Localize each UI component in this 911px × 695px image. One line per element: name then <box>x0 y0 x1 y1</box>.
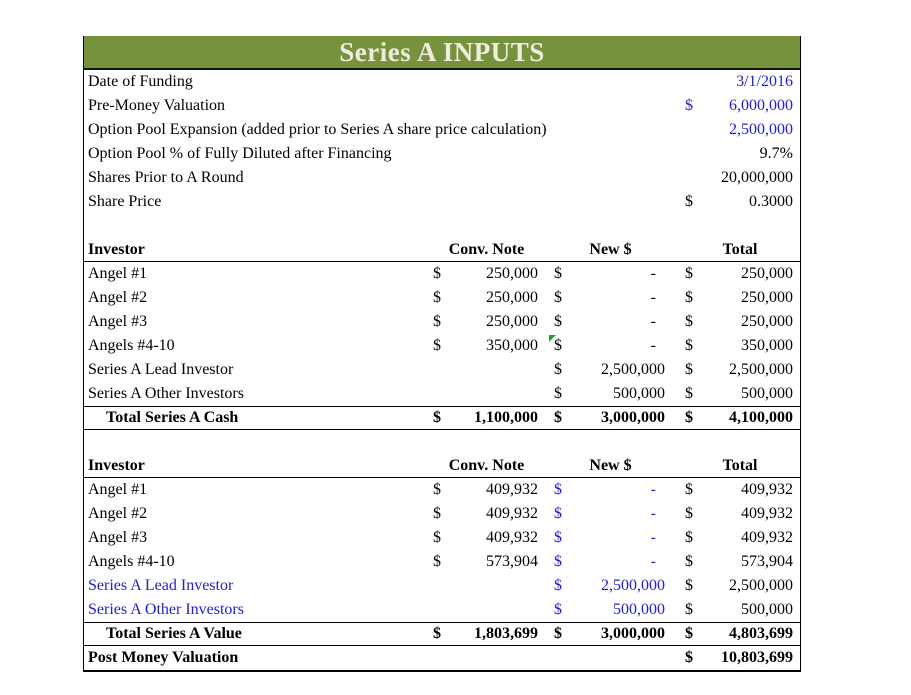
table-row[interactable] <box>84 502 800 526</box>
value-cell[interactable] <box>680 190 800 214</box>
currency-symbol: $ <box>685 649 693 666</box>
currency-symbol: $ <box>554 481 562 498</box>
total-total-cell[interactable] <box>680 623 800 645</box>
new-money-cell[interactable] <box>549 502 672 526</box>
cell-value: 3/1/2016 <box>736 73 793 90</box>
currency-symbol: $ <box>554 577 562 594</box>
currency-symbol: $ <box>554 265 562 282</box>
cell-value: 409,932 <box>741 505 793 522</box>
total-row-label: Total Series A Value <box>106 625 242 642</box>
investor-cell[interactable]: Series A Other Investors <box>88 601 244 618</box>
table-row[interactable] <box>84 598 800 622</box>
summary-row[interactable] <box>84 118 800 142</box>
total-cell[interactable] <box>680 526 800 550</box>
currency-symbol: $ <box>685 385 693 402</box>
currency-symbol: $ <box>685 289 693 306</box>
blank-row[interactable] <box>84 430 800 454</box>
new-money-cell[interactable] <box>549 358 672 382</box>
value-cell[interactable] <box>680 70 800 94</box>
table-row[interactable] <box>84 574 800 598</box>
currency-symbol: $ <box>685 337 693 354</box>
header-investor[interactable]: Investor <box>88 240 145 258</box>
new-money-total-cell[interactable] <box>549 407 672 429</box>
conv-note-cell[interactable] <box>428 358 545 382</box>
total-cell[interactable] <box>680 334 800 358</box>
cell-value: 2,500,000 <box>729 577 793 594</box>
cell-value: 500,000 <box>613 385 665 402</box>
cell-value: 0.3000 <box>749 193 793 210</box>
post-money-label: Post Money Valuation <box>88 649 239 666</box>
currency-symbol: $ <box>554 553 562 570</box>
currency-symbol: $ <box>685 313 693 330</box>
cell-value: 3,000,000 <box>601 409 665 426</box>
value-cell[interactable] <box>680 94 800 118</box>
currency-symbol: $ <box>554 601 562 618</box>
cell-value: - <box>650 313 656 330</box>
summary-row[interactable] <box>84 166 800 190</box>
investor-cell[interactable]: Angel #3 <box>88 313 148 330</box>
header-total[interactable]: Total <box>722 240 758 258</box>
investor-cell[interactable]: Angel #1 <box>88 481 148 498</box>
currency-symbol: $ <box>685 193 693 210</box>
header-total[interactable]: Total <box>722 456 758 474</box>
new-money-cell[interactable] <box>549 382 672 406</box>
cell-value: 10,803,699 <box>721 649 793 666</box>
new-money-cell[interactable] <box>549 478 672 502</box>
total-cell[interactable] <box>680 598 800 622</box>
row-label-cell[interactable]: Date of Funding <box>88 73 193 90</box>
value-cell[interactable] <box>680 142 800 166</box>
currency-symbol: $ <box>554 385 562 402</box>
currency-symbol: $ <box>554 361 562 378</box>
cell-value: - <box>650 481 656 498</box>
cell-value: 573,904 <box>741 553 793 570</box>
cell-value: 350,000 <box>741 337 793 354</box>
new-money-cell[interactable] <box>549 334 672 358</box>
table-row[interactable] <box>84 286 800 310</box>
investor-cell[interactable]: Series A Other Investors <box>88 385 244 402</box>
cell-value: 1,100,000 <box>474 409 538 426</box>
conv-note-cell[interactable] <box>428 478 545 502</box>
cell-value: 500,000 <box>741 385 793 402</box>
conv-note-cell[interactable] <box>428 550 545 574</box>
conv-note-cell[interactable] <box>428 382 545 406</box>
currency-symbol: $ <box>554 505 562 522</box>
header-conv-note[interactable]: Conv. Note <box>448 456 525 474</box>
conv-note-cell[interactable] <box>428 598 545 622</box>
table-row[interactable] <box>84 478 800 502</box>
currency-symbol: $ <box>554 409 562 426</box>
cell-value: - <box>650 553 656 570</box>
cell-value: 500,000 <box>613 601 665 618</box>
currency-symbol: $ <box>433 505 441 522</box>
table-row[interactable] <box>84 262 800 286</box>
investor-cell[interactable]: Angel #3 <box>88 529 148 546</box>
green-corner-triangle-icon <box>549 335 556 342</box>
cell-value: 2,500,000 <box>729 361 793 378</box>
title-banner <box>84 36 800 70</box>
series-a-value-table <box>84 454 800 646</box>
cell-value: 9.7% <box>759 145 793 162</box>
currency-symbol: $ <box>685 361 693 378</box>
total-cell[interactable] <box>680 478 800 502</box>
currency-symbol: $ <box>433 409 441 426</box>
total-cell[interactable] <box>680 286 800 310</box>
currency-symbol: $ <box>685 409 693 426</box>
table-row[interactable] <box>84 358 800 382</box>
cell-value: 409,932 <box>486 529 538 546</box>
currency-symbol: $ <box>685 505 693 522</box>
cell-value: 4,100,000 <box>729 409 793 426</box>
currency-symbol: $ <box>685 577 693 594</box>
investor-cell[interactable]: Angel #2 <box>88 289 148 306</box>
cell-value: 3,000,000 <box>601 625 665 642</box>
cell-value: 2,500,000 <box>729 121 793 138</box>
investor-cell[interactable]: Series A Lead Investor <box>88 577 234 594</box>
conv-note-cell[interactable] <box>428 526 545 550</box>
new-money-cell[interactable] <box>549 574 672 598</box>
conv-note-cell[interactable] <box>428 310 545 334</box>
row-label-cell[interactable]: Pre-Money Valuation <box>88 97 226 114</box>
cell-value: - <box>650 337 656 354</box>
cell-value: 409,932 <box>486 481 538 498</box>
series-a-cash-table <box>84 238 800 430</box>
cell-value: 250,000 <box>486 265 538 282</box>
table-row[interactable] <box>84 310 800 334</box>
cell-value: 4,803,699 <box>729 625 793 642</box>
cell-value: 250,000 <box>486 289 538 306</box>
cell-value: 250,000 <box>486 313 538 330</box>
currency-symbol: $ <box>433 529 441 546</box>
currency-symbol: $ <box>554 337 562 354</box>
post-money-row[interactable] <box>84 646 800 670</box>
total-row-label: Total Series A Cash <box>106 409 239 426</box>
cell-value: - <box>650 529 656 546</box>
currency-symbol: $ <box>685 265 693 282</box>
currency-symbol: $ <box>433 313 441 330</box>
total-cell[interactable] <box>680 382 800 406</box>
currency-symbol: $ <box>433 289 441 306</box>
currency-symbol: $ <box>433 265 441 282</box>
conv-note-cell[interactable] <box>428 502 545 526</box>
currency-symbol: $ <box>433 337 441 354</box>
conv-note-total-cell[interactable] <box>428 623 545 645</box>
currency-symbol: $ <box>554 529 562 546</box>
header-conv-note[interactable]: Conv. Note <box>448 240 525 258</box>
table-row[interactable] <box>84 550 800 574</box>
header-new-money[interactable]: New $ <box>589 456 632 474</box>
post-money-value-cell[interactable] <box>680 646 800 670</box>
cell-value: 409,932 <box>741 529 793 546</box>
cell-value: 409,932 <box>486 505 538 522</box>
currency-symbol: $ <box>433 553 441 570</box>
cell-value: 350,000 <box>486 337 538 354</box>
total-cell[interactable] <box>680 574 800 598</box>
cell-value: - <box>650 289 656 306</box>
investor-cell[interactable]: Angels #4-10 <box>88 553 175 570</box>
total-cell[interactable] <box>680 262 800 286</box>
currency-symbol: $ <box>685 481 693 498</box>
cell-value: 409,932 <box>741 481 793 498</box>
table-row[interactable] <box>84 382 800 406</box>
summary-row[interactable] <box>84 70 800 94</box>
currency-symbol: $ <box>685 601 693 618</box>
header-new-money[interactable]: New $ <box>589 240 632 258</box>
currency-symbol: $ <box>554 625 562 642</box>
spreadsheet <box>83 36 801 672</box>
currency-symbol: $ <box>433 481 441 498</box>
blank-row[interactable] <box>84 214 800 238</box>
investor-cell[interactable]: Series A Lead Investor <box>88 361 234 378</box>
summary-row[interactable] <box>84 94 800 118</box>
new-money-total-cell[interactable] <box>549 623 672 645</box>
cell-value: 2,500,000 <box>601 577 665 594</box>
cell-value: 500,000 <box>741 601 793 618</box>
table-total-row[interactable] <box>84 406 800 430</box>
currency-symbol: $ <box>685 97 693 114</box>
page-title: Series A INPUTS <box>339 36 545 67</box>
row-label-cell[interactable]: Shares Prior to A Round <box>88 169 244 186</box>
row-label-cell[interactable]: Option Pool Expansion (added prior to Series A share price calculation) <box>88 121 547 138</box>
header-investor[interactable]: Investor <box>88 456 145 474</box>
cell-value: 573,904 <box>486 553 538 570</box>
cell-value: 20,000,000 <box>721 169 793 186</box>
table-row[interactable] <box>84 526 800 550</box>
value-cell[interactable] <box>680 166 800 190</box>
cell-value: 6,000,000 <box>729 97 793 114</box>
new-money-cell[interactable] <box>549 310 672 334</box>
total-cell[interactable] <box>680 502 800 526</box>
total-cell[interactable] <box>680 550 800 574</box>
cell-value: 1,803,699 <box>474 625 538 642</box>
table-header-row <box>84 454 800 478</box>
conv-note-cell[interactable] <box>428 334 545 358</box>
summary-section <box>84 70 800 214</box>
table-header-row <box>84 238 800 262</box>
cell-value: 250,000 <box>741 289 793 306</box>
summary-row[interactable] <box>84 142 800 166</box>
new-money-cell[interactable] <box>549 526 672 550</box>
new-money-cell[interactable] <box>549 262 672 286</box>
cell-value: 250,000 <box>741 313 793 330</box>
cell-value: 2,500,000 <box>601 361 665 378</box>
currency-symbol: $ <box>554 313 562 330</box>
total-total-cell[interactable] <box>680 407 800 429</box>
investor-cell[interactable]: Angel #1 <box>88 265 148 282</box>
conv-note-cell[interactable] <box>428 574 545 598</box>
currency-symbol: $ <box>685 529 693 546</box>
new-money-cell[interactable] <box>549 286 672 310</box>
investor-cell[interactable]: Angel #2 <box>88 505 148 522</box>
investor-cell[interactable]: Angels #4-10 <box>88 337 175 354</box>
currency-symbol: $ <box>433 625 441 642</box>
currency-symbol: $ <box>685 625 693 642</box>
total-cell[interactable] <box>680 358 800 382</box>
cell-value: - <box>650 265 656 282</box>
currency-symbol: $ <box>685 553 693 570</box>
total-cell[interactable] <box>680 310 800 334</box>
new-money-cell[interactable] <box>549 598 672 622</box>
value-cell[interactable] <box>680 118 800 142</box>
row-label-cell[interactable]: Share Price <box>88 193 162 210</box>
currency-symbol: $ <box>554 289 562 306</box>
conv-note-total-cell[interactable] <box>428 407 545 429</box>
conv-note-cell[interactable] <box>428 286 545 310</box>
new-money-cell[interactable] <box>549 550 672 574</box>
table-row[interactable] <box>84 334 800 358</box>
summary-row[interactable] <box>84 190 800 214</box>
table-total-row[interactable] <box>84 622 800 646</box>
cell-value: - <box>650 505 656 522</box>
row-label-cell[interactable]: Option Pool % of Fully Diluted after Financing <box>88 145 392 162</box>
cell-value: 250,000 <box>741 265 793 282</box>
conv-note-cell[interactable] <box>428 262 545 286</box>
